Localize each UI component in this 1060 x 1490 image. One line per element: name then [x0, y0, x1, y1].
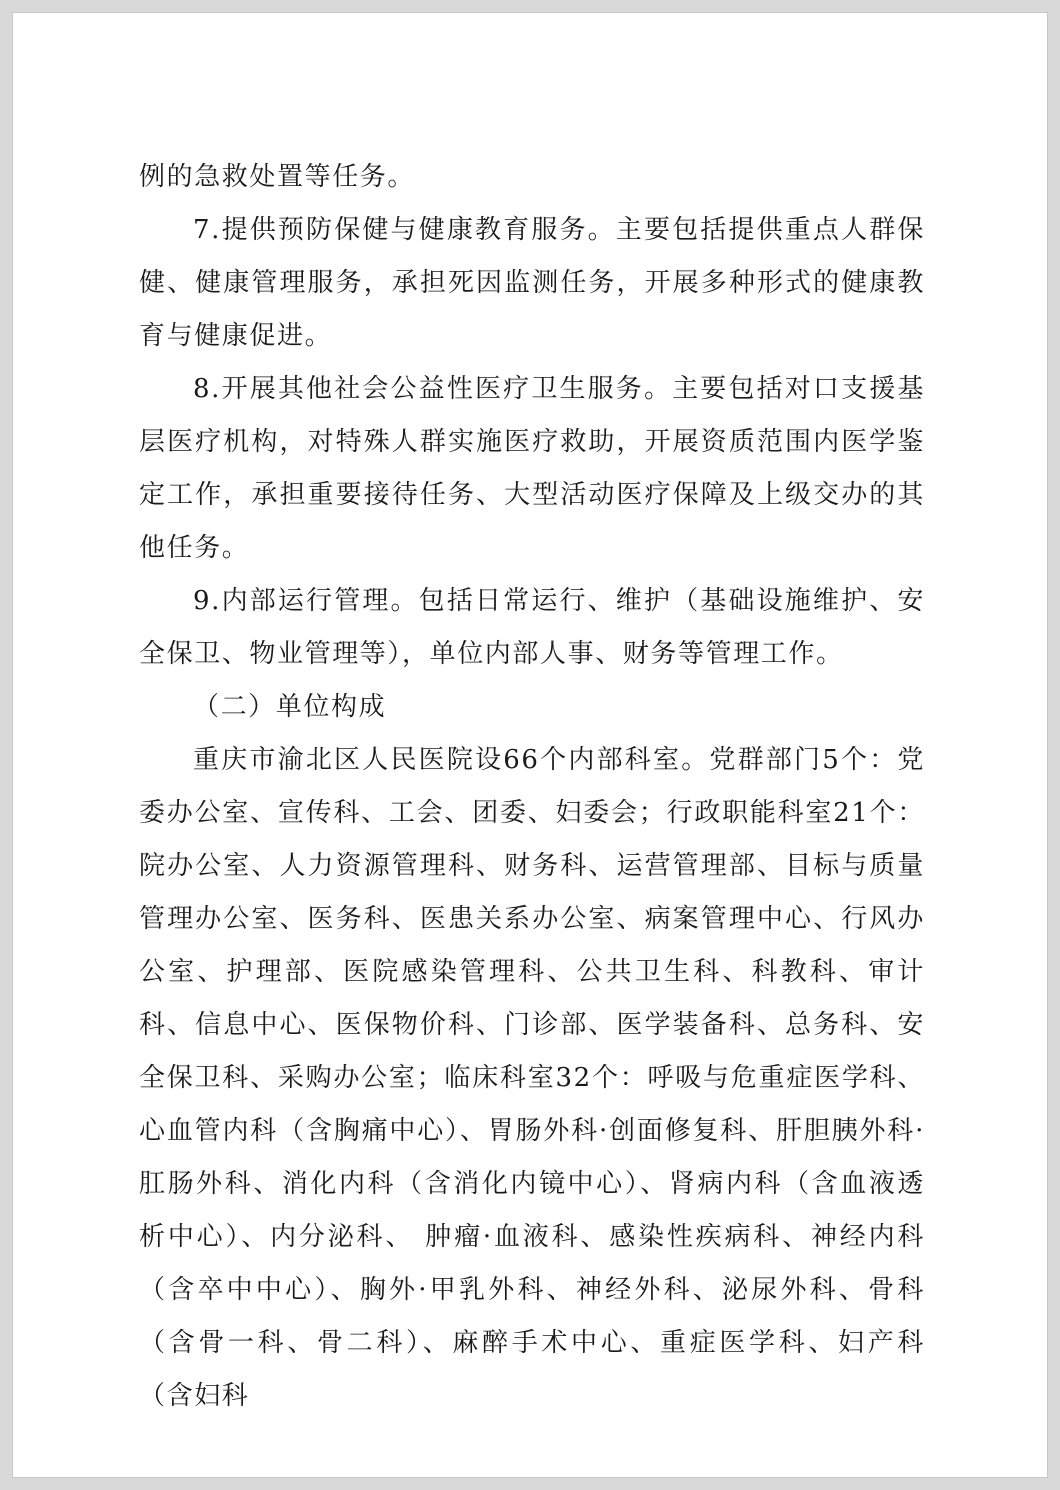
- paragraph-item-8: 8.开展其他社会公益性医疗卫生服务。主要包括对口支援基层医疗机构，对特殊人群实施医疗救助，开展资质范围内医学鉴定工作，承担重要接待任务、大型活动医疗保障及上级交办的其他任务。: [139, 374, 925, 563]
- paragraph-item-7: 7.提供预防保健与健康教育服务。主要包括提供重点人群保健、健康管理服务，承担死因监测任务，开展多种形式的健康教育与健康促进。: [139, 215, 925, 351]
- paragraph-unit-composition: 重庆市渝北区人民医院设66个内部科室。党群部门5个：党委办公室、宣传科、工会、团委、妇委会；行政职能科室21个：院办公室、人力资源管理科、财务科、运营管理部、目标与质量管理办公室、医务科、医患关系办公室、病案管理中心、行风办公室、护理部、医院感染管理科、公共卫生科、科教科、审计科、信息中心、医保物价科、门诊部、医学装备科、总务科、安全保卫科、采购办公室；临床科室32个：呼吸与危重症医学科、心血管内科（含胸痛中心）、胃肠外科·创面修复科、肝胆胰外科·肛肠外科、消化内科（含消化内镜中心）、肾病内科（含血液透析中心）、内分泌科、 肿瘤·血液科、感染性疾病科、神经内科（含卒中中心）、胸外·甲乳外科、神经外科、泌尿外科、骨科（含骨一科、骨二科）、麻醉手术中心、重症医学科、妇产科（含妇科: [139, 745, 925, 1411]
- paragraph-continuation: 例的急救处置等任务。: [139, 162, 416, 192]
- section-heading: （二）单位构成: [193, 692, 387, 722]
- document-page: [12, 12, 1048, 1478]
- paragraph-item-9: 9.内部运行管理。包括日常运行、维护（基础设施维护、安全保卫、物业管理等），单位内部人事、财务等管理工作。: [139, 586, 925, 669]
- document-body: [139, 151, 925, 1423]
